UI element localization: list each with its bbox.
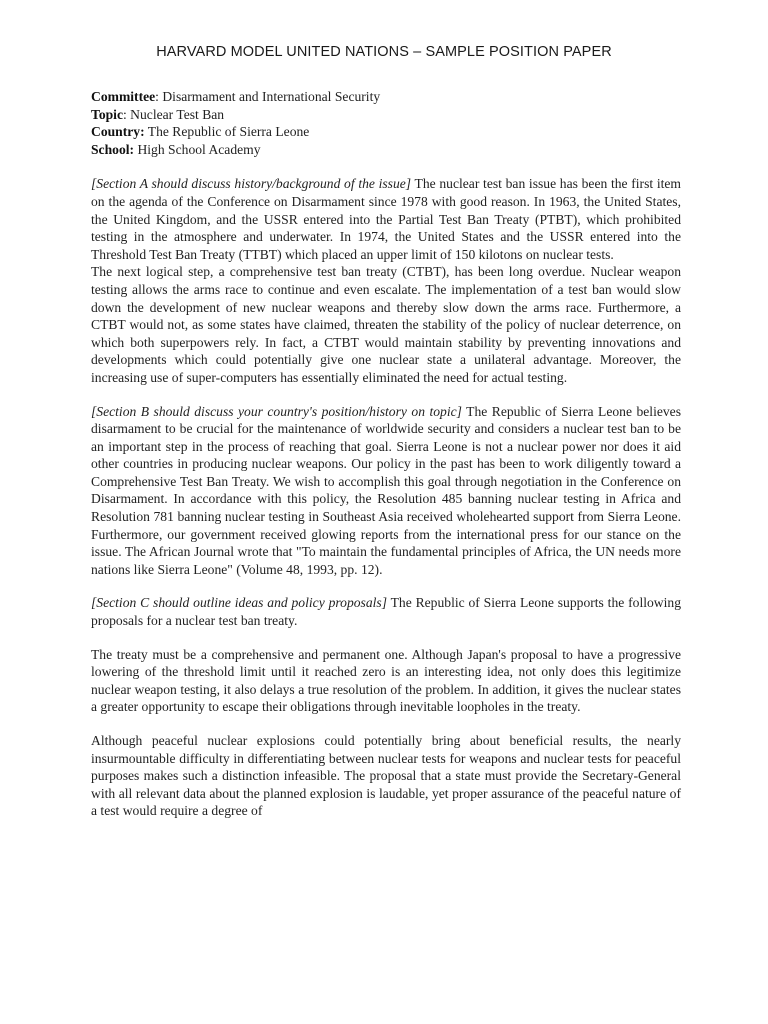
section-b-text: The Republic of Sierra Leone believes disarmament to be crucial for the maintenance of worldwide security and considers a nuclear test ban to be an important step in the process of reaching that goal. Sierra Leone is not a nuclear power nor does it aid other countries in producing nuclear weapons. Our policy in the past has been to work diligently toward a Comprehensive Test Ban Treaty. We wish to accomplish this goal through negotiation in the Conference on Disarmament. In accordance with this policy, the Resolution 485 banning nuclear testing in Africa and Resolution 781 banning nuclear testing in Southeast Asia received wholehearted support from Sierra Leone. Furthermore, our government received glowing reports from the international press for our stance on the issue. The African Journal wrote that "To maintain the fundamental principles of Africa, the UN needs more nations like Sierra Leone" (Volume 48, 1993, pp. 12). — [91, 403, 681, 577]
school-line — [91, 141, 681, 159]
topic-line — [91, 106, 681, 124]
committee-label: Committee — [91, 89, 156, 104]
section-c-proposal-1: The treaty must be a comprehensive and permanent one. Although Japan's proposal to have a progressive lowering of the threshold limit until it reached zero is an interesting idea, not only does this legitimize nuclear weapon testing, it also delays a true resolution of the problem. In addition, it gives the nuclear states a greater opportunity to escape their obligations through inevitable loopholes in the treaty. — [91, 646, 681, 715]
section-a-paragraph-2: The next logical step, a comprehensive test ban treaty (CTBT), has been long overdue. Nuclear weapon testing allows the arms race to continue and even escalate. The implementation of a test ban would slow down the development of new nuclear weapons and thereby slow down the arms race. Furthermore, a CTBT would not, as some states have claimed, threaten the stability of the policy of nuclear deterrence, on which both superpowers rely. In fact, a CTBT would maintain stability by preventing innovations and developments which could potentially give one nuclear state a unilateral advantage. Moreover, the increasing use of super-computers has essentially eliminated the need for actual testing. — [91, 264, 681, 385]
meta-block — [91, 88, 681, 158]
section-c-paragraph — [91, 594, 681, 629]
committee-line — [91, 88, 681, 106]
committee-value: : Disarmament and International Security — [155, 89, 381, 104]
country-value: The Republic of Sierra Leone — [144, 124, 310, 140]
school-label: School: — [91, 141, 135, 157]
section-a-note: [Section A should discuss history/background of the issue] — [91, 176, 412, 192]
section-c-proposal-2: Although peaceful nuclear explosions could potentially bring about beneficial results, the nearly insurmountable difficulty in differentiating between nuclear tests for weapons and nuclear tests for peaceful purposes makes such a distinction infeasible. The proposal that a state must provide the Secretary-General with all relevant data about the planned explosion is laudable, yet proper assurance of the peaceful nature of a test would require a degree of — [91, 733, 681, 819]
document-title: HARVARD MODEL UNITED NATIONS – SAMPLE POSITION PAPER — [156, 44, 612, 60]
section-a-paragraph — [91, 175, 681, 263]
topic-value: : Nuclear Test Ban — [123, 106, 225, 122]
school-value: High School Academy — [134, 141, 261, 157]
document-body — [91, 88, 681, 820]
country-line — [91, 123, 681, 141]
country-label: Country: — [91, 124, 145, 140]
topic-label: Topic — [91, 106, 123, 122]
section-b-paragraph — [91, 403, 681, 579]
section-c-text: The Republic of Sierra Leone supports the following proposals for a nuclear test ban treaty. — [91, 595, 681, 629]
section-b-note: [Section B should discuss your country's position/history on topic] — [91, 403, 462, 419]
section-c-note: [Section C should outline ideas and policy proposals] — [91, 595, 387, 611]
section-a-text: The nuclear test ban issue has been the first item on the agenda of the Conference on Disarmament since 1978 with good reason. In 1963, the United States, the United Kingdom, and the USSR entered into the Partial Test Ban Treaty (PTBT), which prohibited testing in the atmosphere and underwater. In 1974, the United States and the USSR entered into the Threshold Test Ban Treaty (TTBT) which placed an upper limit of 150 kilotons on nuclear tests. — [91, 176, 681, 262]
